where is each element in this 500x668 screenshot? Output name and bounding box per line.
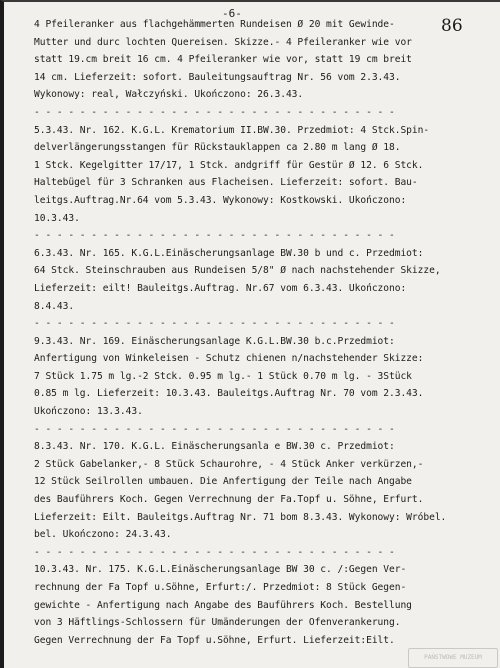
text-line: 14 cm. Lieferzeit: sofort. Bauleitungsauftrag Nr. 56 vom 2.3.43.: [34, 71, 401, 83]
page-marker: -6-: [222, 7, 242, 20]
typed-text-body: [34, 16, 486, 649]
text-line: Mutter und durc lochten Quereisen. Skizze.- 4 Pfeileranker wie vor: [34, 36, 412, 48]
folio-number: 86: [441, 16, 463, 36]
text-line: rechnung der Fa Topf u.Söhne, Erfurt:/. Przedmiot: 8 Stück Gegen-: [34, 582, 407, 593]
entry-separator: - - - - - - - - - - - - - - - - - - - - - - - - - - - - - - - -: [34, 423, 395, 435]
text-line: delverlängerungsstangen für Rückstauklappen ca 2.80 m lang Ø 18.: [34, 142, 401, 154]
entry-separator: - - - - - - - - - - - - - - - - - - - - - - - - - - - - - - - -: [34, 546, 395, 558]
text-line: gewichte - Anfertigung nach Angabe des Bauführers Koch. Bestellung: [34, 599, 412, 611]
entry-separator: - - - - - - - - - - - - - - - - - - - - - - - - - - - - - - - -: [34, 230, 395, 242]
text-line: Gegen Verrechnung der Fa Topf u.Söhne, Erfurt. Lieferzeit:Eilt.: [34, 634, 395, 646]
text-line: 8.4.43.: [34, 300, 75, 312]
text-line: 9.3.43. Nr. 169. Einäscherungsanlage K.G.L.BW.30 b.c.Przedmiot:: [34, 335, 395, 347]
text-line: 1 Stck. Kegelgitter 17/17, 1 Stck. andgriff für Gestür Ø 12. 6 Stck.: [34, 159, 424, 171]
text-line: Anfertigung von Winkeleisen - Schutz chienen n/nachstehender Skizze:: [34, 353, 424, 365]
text-line: 8.3.43. Nr. 170. K.G.L. Einäscherungsanla e BW.30 c. Przedmiot:: [34, 441, 395, 453]
text-line: statt 19.cm breit 16 cm. 4 Pfeileranker wie vor, statt 19 cm breit: [34, 54, 412, 66]
text-line: des Bauführers Koch. Gegen Verrechnung der Fa.Topf u. Söhne, Erfurt.: [34, 494, 424, 506]
text-line: 2 Stück Gabelanker,- 8 Stück Schaurohre, - 4 Stück Anker verkürzen,-: [34, 458, 424, 470]
text-line: 0.85 m lg. Lieferzeit: 10.3.43. Bauleitgs.Auftrag Nr. 70 vom 2.3.43.: [34, 388, 424, 400]
archive-stamp: PAŃSTWOWE MUZEUM: [408, 648, 498, 668]
text-line: 7 Stück 1.75 m lg.-2 Stck. 0.95 m lg.- 1 Stück 0.70 m lg. - 3Stück: [34, 370, 412, 382]
text-line: von 3 Häftlings-Schlossern für Umänderungen der Ofenverankerung.: [34, 617, 401, 629]
text-line: leitgs.Auftrag.Nr.64 vom 5.3.43. Wykonowy: Kostkowski. Ukończono:: [34, 194, 407, 206]
text-line: 6.3.43. Nr. 165. K.G.L.Einäscherungsanlage BW.30 b und c. Przedmiot:: [34, 247, 424, 259]
entry-separator: - - - - - - - - - - - - - - - - - - - - - - - - - - - - - - - -: [34, 318, 395, 330]
text-line: Lieferzeit: eilt! Bauleitgs.Auftrag. Nr.67 vom 6.3.43. Ukończono:: [34, 282, 407, 294]
entry-separator: - - - - - - - - - - - - - - - - - - - - - - - - - - - - - - - -: [34, 106, 395, 118]
text-line: 10.3.43. Nr. 175. K.G.L.Einäscherungsanlage BW 30 c. /:Gegen Ver-: [34, 564, 407, 576]
text-line: 5.3.43. Nr. 162. K.G.L. Krematorium II.BW.30. Przedmiot: 4 Stck.Spin-: [34, 124, 430, 136]
text-line: Ukończono: 13.3.43.: [34, 406, 143, 418]
text-line: Wykonowy: real, Wałczyński. Ukończono: 26.3.43.: [34, 89, 304, 101]
text-line: bel. Ukończono: 24.3.43.: [34, 529, 172, 541]
text-line: Lieferzeit: Eilt. Bauleitgs.Auftrag Nr. 71 bom 8.3.43. Wykonowy: Wróbel.: [34, 511, 447, 523]
text-line: 64 Stck. Steinschrauben aus Rundeisen 5/8" Ø nach nachstehender Skizze,: [34, 265, 441, 277]
text-line: 12 Stück Seilrollen umbauen. Die Anfertigung der Teile nach Angabe: [34, 476, 412, 488]
text-line: Haltebügel für 3 Schranken aus Flacheisen. Lieferzeit: sofort. Bau-: [34, 177, 418, 189]
text-line: 10.3.43.: [34, 212, 80, 224]
text-line: 4 Pfeileranker aus flachgehämmerten Rundeisen Ø 20 mit Gewinde-: [34, 19, 395, 30]
